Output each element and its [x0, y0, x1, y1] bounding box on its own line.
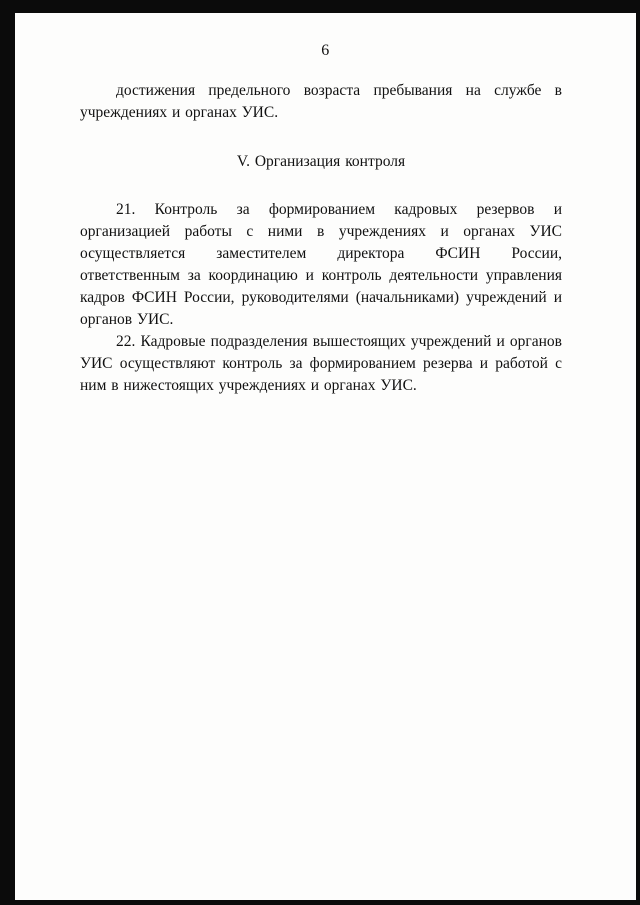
paragraph-21: 21. Контроль за формированием кадровых резервов и организацией работы с ними в учреждениях и органах УИС осуществляется заместителем директора ФСИН России, ответственным за координацию и контроль деятельности управления кадров ФСИН России, руководителями (начальниками) учреждений и органов УИС. [80, 201, 562, 328]
paragraph-22: 22. Кадровые подразделения вышестоящих учреждений и органов УИС осуществляют контроль за формированием резерва и работой с ним в нижестоящих учреждениях и органах УИС. [80, 333, 562, 394]
page-content [15, 60, 636, 397]
section-heading: V. Организация контроля [236, 153, 406, 170]
document-page [15, 13, 636, 900]
page-number: 6 [321, 42, 330, 59]
continuation-paragraph: достижения предельного возраста пребывания на службе в учреждениях и органах УИС. [80, 82, 562, 121]
